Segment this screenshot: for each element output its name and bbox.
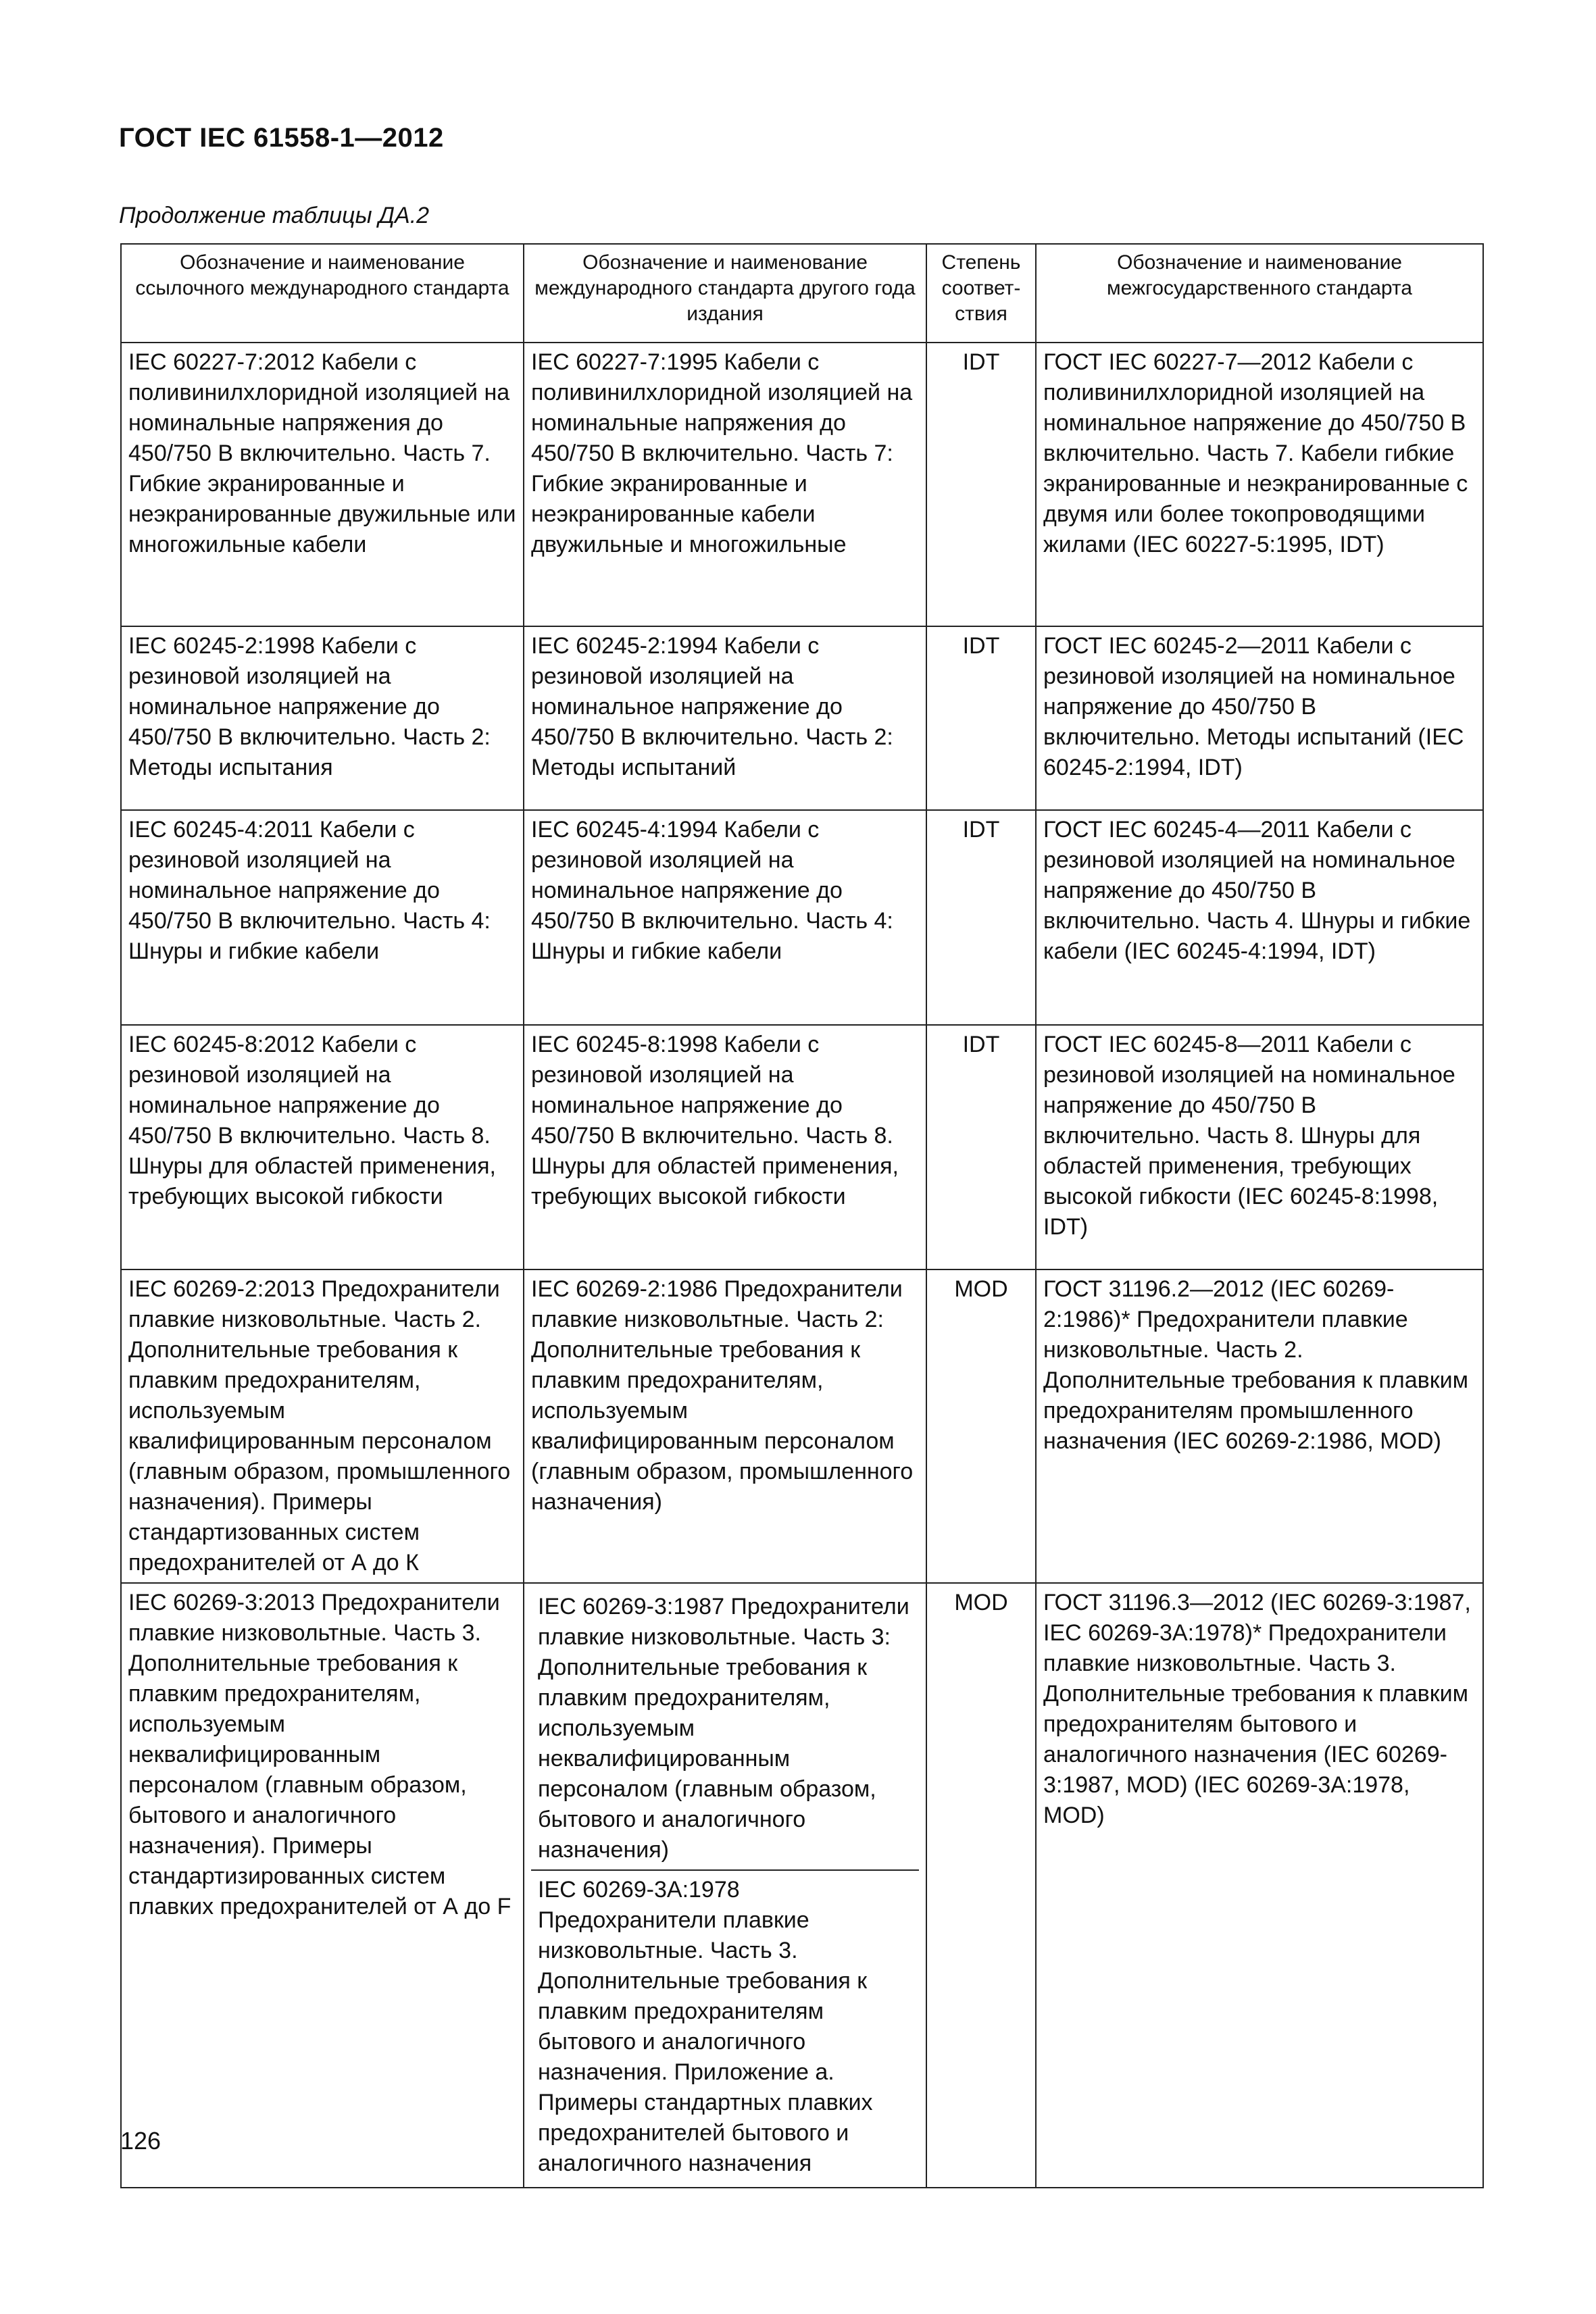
- table-row: [121, 1269, 1483, 1583]
- table-header-row: [121, 244, 1483, 332]
- interstate-standard-cell: ГОСТ IEC 60245-2—2011 Кабели с резиновой изоляцией на номинальное напряжение до 450/750 В включительно. Методы испытаний (IEC 60245-2:1994, IDT): [1036, 626, 1483, 810]
- degree-cell: MOD: [926, 1583, 1036, 2188]
- interstate-standard-cell: ГОСТ IEC 60245-4—2011 Кабели с резиновой изоляцией на номинальное напряжение до 450/750 В включительно. Часть 4. Шнуры и гибкие кабели (IEC 60245-4:1994, IDT): [1036, 810, 1483, 1025]
- interstate-standard-cell: ГОСТ 31196.3—2012 (IEC 60269-3:1987, IEC 60269-3A:1978)* Предохранители плавкие низковольтные. Часть 3. Дополнительные требования к плавким предохранителям бытового и аналогичного назначения (IEC 60269-3:1987, MOD) (IEC 60269-3A:1978, MOD): [1036, 1583, 1483, 2188]
- document-title: ГОСТ IEC 61558-1—2012: [119, 123, 444, 153]
- other-year-standard-part: IEC 60269-3:1987 Предохранители плавкие низковольтные. Часть 3: Дополнительные требования к плавким предохранителям, используемым неквалифицированным персоналом (главным образом, бытового и аналогичного назначения): [538, 1594, 909, 1863]
- table-row: [121, 1025, 1483, 1269]
- column-header-degree: Степень соответ-ствия: [926, 244, 1036, 332]
- table-caption: Продолжение таблицы ДА.2: [119, 203, 430, 228]
- other-year-standard-cell: [524, 1583, 926, 2188]
- column-header-ref: Обозначение и наименование ссылочного международного стандарта: [121, 244, 524, 332]
- page-number: 126: [120, 2127, 161, 2155]
- header-spacer-row: [121, 332, 1483, 343]
- degree-cell: IDT: [926, 626, 1036, 810]
- standards-table: [120, 243, 1484, 2188]
- table-row: [121, 343, 1483, 626]
- interstate-standard-cell: ГОСТ IEC 60227-7—2012 Кабели с поливинилхлоридной изоляцией на номинальное напряжение до 450/750 В включительно. Часть 7. Кабели гибкие экранированные и неэкранированные с двумя или более токопроводящими жилами (IEC 60227-5:1995, IDT): [1036, 343, 1483, 626]
- degree-cell: IDT: [926, 810, 1036, 1025]
- other-year-standard-cell: IEC 60269-2:1986 Предохранители плавкие низковольтные. Часть 2: Дополнительные требования к плавким предохранителям, используемым квалифицированным персоналом (главным образом, промышленного назначения): [524, 1269, 926, 1583]
- other-year-standard-cell: IEC 60245-2:1994 Кабели с резиновой изоляцией на номинальное напряжение до 450/750 В включительно. Часть 2: Методы испытаний: [524, 626, 926, 810]
- ref-standard-cell: IEC 60245-4:2011 Кабели с резиновой изоляцией на номинальное напряжение до 450/750 В включительно. Часть 4: Шнуры и гибкие кабели: [121, 810, 524, 1025]
- ref-standard-cell: IEC 60227-7:2012 Кабели с поливинилхлоридной изоляцией на номинальные напряжения до 450/750 В включительно. Часть 7. Гибкие экранированные и неэкранированные двужильные или многожильные кабели: [121, 343, 524, 626]
- ref-standard-cell: IEC 60269-2:2013 Предохранители плавкие низковольтные. Часть 2. Дополнительные требования к плавким предохранителям, используемым квалифицированным персоналом (главным образом, промышленного назначения). Примеры стандартизованных систем предохранителей от А до К: [121, 1269, 524, 1583]
- other-year-standard-cell: IEC 60245-4:1994 Кабели с резиновой изоляцией на номинальное напряжение до 450/750 В включительно. Часть 4: Шнуры и гибкие кабели: [524, 810, 926, 1025]
- other-year-standard-cell: IEC 60245-8:1998 Кабели с резиновой изоляцией на номинальное напряжение до 450/750 В включительно. Часть 8. Шнуры для областей применения, требующих высокой гибкости: [524, 1025, 926, 1269]
- ref-standard-cell: IEC 60245-8:2012 Кабели с резиновой изоляцией на номинальное напряжение до 450/750 В включительно. Часть 8. Шнуры для областей применения, требующих высокой гибкости: [121, 1025, 524, 1269]
- table-row: [121, 1583, 1483, 2188]
- other-year-standard-cell: IEC 60227-7:1995 Кабели с поливинилхлоридной изоляцией на номинальные напряжения до 450/750 В включительно. Часть 7: Гибкие экранированные и неэкранированные кабели двужильные и многожильные: [524, 343, 926, 626]
- interstate-standard-cell: ГОСТ 31196.2—2012 (IEC 60269-2:1986)* Предохранители плавкие низковольтные. Часть 2. Дополнительные требования к плавким предохранителям промышленного назначения (IEC 60269-2:1986, MOD): [1036, 1269, 1483, 1583]
- ref-standard-cell: IEC 60245-2:1998 Кабели с резиновой изоляцией на номинальное напряжение до 450/750 В включительно. Часть 2: Методы испытания: [121, 626, 524, 810]
- column-header-other: Обозначение и наименование международного стандарта другого года издания: [524, 244, 926, 332]
- table-row: [121, 810, 1483, 1025]
- degree-cell: IDT: [926, 1025, 1036, 1269]
- ref-standard-cell: IEC 60269-3:2013 Предохранители плавкие низковольтные. Часть 3. Дополнительные требования к плавким предохранителям, используемым неквалифицированным персоналом (главным образом, бытового и аналогичного назначения). Примеры стандартизированных систем плавких предохранителей от А до F: [121, 1583, 524, 2188]
- interstate-standard-cell: ГОСТ IEC 60245-8—2011 Кабели с резиновой изоляцией на номинальное напряжение до 450/750 В включительно. Часть 8. Шнуры для областей применения, требующих высокой гибкости (IEC 60245-8:1998, IDT): [1036, 1025, 1483, 1269]
- other-year-standard-part: IEC 60269-3A:1978 Предохранители плавкие низковольтные. Часть 3. Дополнительные требования к плавким предохранителям бытового и аналогичного назначения. Приложение а. Примеры стандартных плавких предохранителей бытового и аналогичного назначения: [531, 1869, 919, 2183]
- table-row: [121, 626, 1483, 810]
- degree-cell: IDT: [926, 343, 1036, 626]
- degree-cell: MOD: [926, 1269, 1036, 1583]
- column-header-interstate: Обозначение и наименование межгосударственного стандарта: [1036, 244, 1483, 332]
